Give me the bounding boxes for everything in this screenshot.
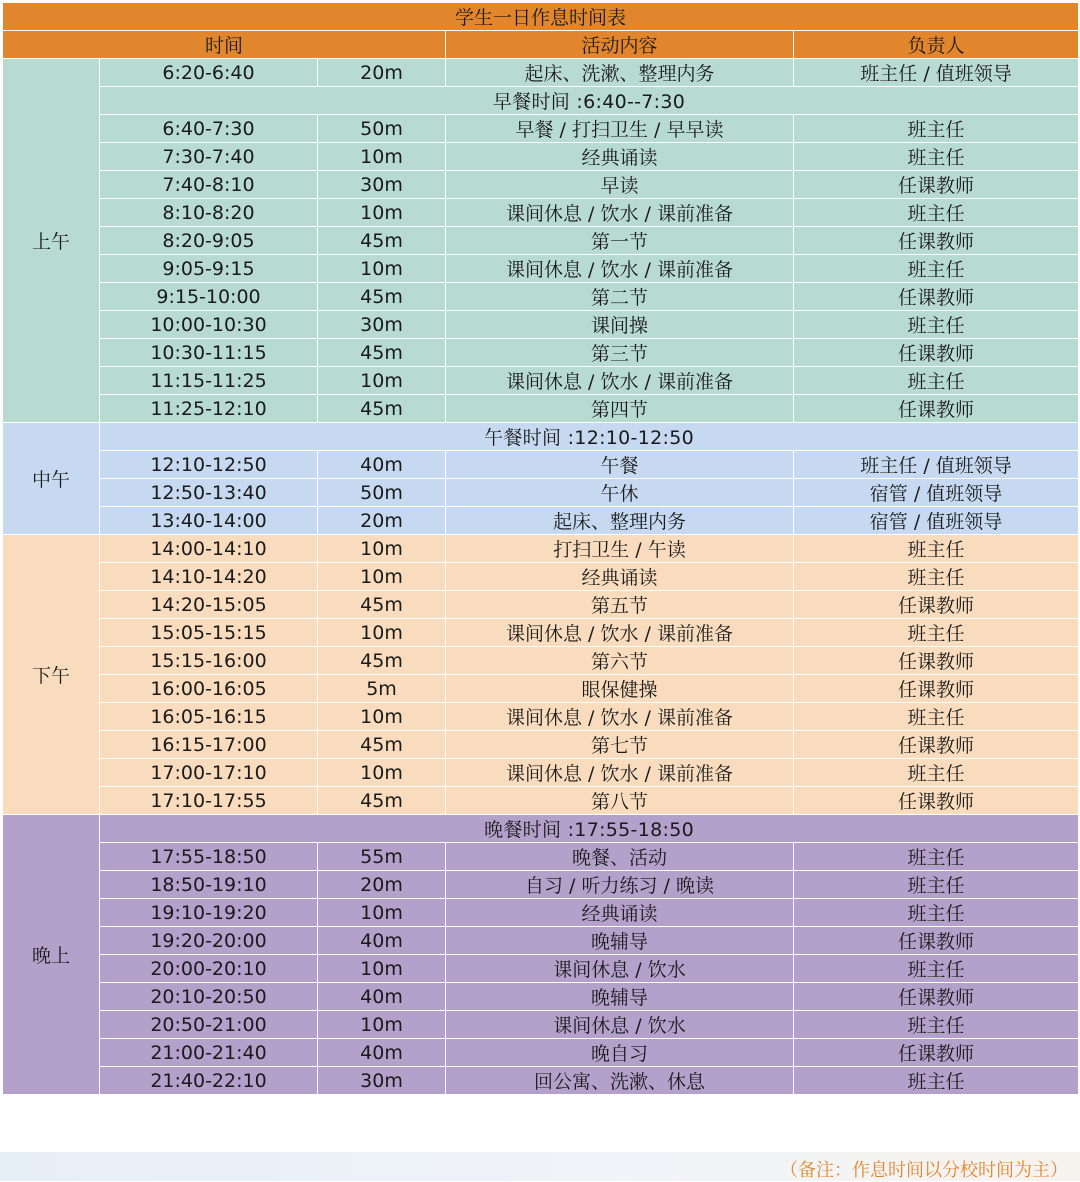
activity-cell: 早餐 / 打扫卫生 / 早早读 xyxy=(446,115,794,143)
schedule-row xyxy=(3,1067,1079,1095)
person-cell: 班主任 xyxy=(794,115,1079,143)
time-cell: 17:00-17:10 xyxy=(100,759,318,787)
meal-banner: 午餐时间 :12:10-12:50 xyxy=(100,423,1079,451)
schedule-row xyxy=(3,535,1079,563)
activity-cell: 自习 / 听力练习 / 晚读 xyxy=(446,871,794,899)
person-cell: 宿管 / 值班领导 xyxy=(794,479,1079,507)
duration-cell: 40m xyxy=(318,1039,446,1067)
duration-cell: 50m xyxy=(318,115,446,143)
schedule-row xyxy=(3,199,1079,227)
time-cell: 15:15-16:00 xyxy=(100,647,318,675)
meal-banner: 晚餐时间 :17:55-18:50 xyxy=(100,815,1079,843)
activity-cell: 课间休息 / 饮水 / 课前准备 xyxy=(446,619,794,647)
schedule-row xyxy=(3,647,1079,675)
person-cell: 任课教师 xyxy=(794,339,1079,367)
duration-cell: 40m xyxy=(318,983,446,1011)
meal-banner: 早餐时间 :6:40--7:30 xyxy=(100,87,1079,115)
schedule-row xyxy=(3,731,1079,759)
time-cell: 14:00-14:10 xyxy=(100,535,318,563)
activity-cell: 经典诵读 xyxy=(446,563,794,591)
activity-cell: 第二节 xyxy=(446,283,794,311)
activity-cell: 晚辅导 xyxy=(446,983,794,1011)
duration-cell: 5m xyxy=(318,675,446,703)
activity-cell: 回公寓、洗漱、休息 xyxy=(446,1067,794,1095)
time-cell: 20:10-20:50 xyxy=(100,983,318,1011)
person-cell: 班主任 xyxy=(794,955,1079,983)
duration-cell: 10m xyxy=(318,199,446,227)
duration-cell: 45m xyxy=(318,787,446,815)
schedule-row xyxy=(3,703,1079,731)
schedule-row xyxy=(3,367,1079,395)
header-person: 负责人 xyxy=(794,31,1079,59)
duration-cell: 45m xyxy=(318,283,446,311)
schedule-row xyxy=(3,983,1079,1011)
time-cell: 19:10-19:20 xyxy=(100,899,318,927)
duration-cell: 10m xyxy=(318,367,446,395)
duration-cell: 10m xyxy=(318,759,446,787)
activity-cell: 晚餐、活动 xyxy=(446,843,794,871)
time-cell: 9:15-10:00 xyxy=(100,283,318,311)
schedule-row xyxy=(3,927,1079,955)
time-cell: 12:10-12:50 xyxy=(100,451,318,479)
time-cell: 17:10-17:55 xyxy=(100,787,318,815)
person-cell: 任课教师 xyxy=(794,1039,1079,1067)
person-cell: 班主任 xyxy=(794,143,1079,171)
person-cell: 任课教师 xyxy=(794,787,1079,815)
duration-cell: 10m xyxy=(318,703,446,731)
duration-cell: 55m xyxy=(318,843,446,871)
person-cell: 任课教师 xyxy=(794,283,1079,311)
activity-cell: 课间休息 / 饮水 / 课前准备 xyxy=(446,255,794,283)
person-cell: 班主任 xyxy=(794,199,1079,227)
schedule-row xyxy=(3,759,1079,787)
duration-cell: 40m xyxy=(318,451,446,479)
activity-cell: 第六节 xyxy=(446,647,794,675)
header-activity: 活动内容 xyxy=(446,31,794,59)
person-cell: 任课教师 xyxy=(794,927,1079,955)
time-cell: 10:00-10:30 xyxy=(100,311,318,339)
meal-banner-row xyxy=(3,423,1079,451)
activity-cell: 第一节 xyxy=(446,227,794,255)
time-cell: 11:25-12:10 xyxy=(100,395,318,423)
person-cell: 班主任 xyxy=(794,1067,1079,1095)
schedule-row xyxy=(3,563,1079,591)
schedule-row xyxy=(3,143,1079,171)
table-title: 学生一日作息时间表 xyxy=(3,3,1079,31)
duration-cell: 45m xyxy=(318,227,446,255)
meal-banner-row xyxy=(3,87,1079,115)
period-label-morning: 上午 xyxy=(3,59,100,423)
schedule-row xyxy=(3,115,1079,143)
time-cell: 16:15-17:00 xyxy=(100,731,318,759)
person-cell: 班主任 xyxy=(794,899,1079,927)
person-cell: 班主任 xyxy=(794,871,1079,899)
schedule-row xyxy=(3,871,1079,899)
schedule-row xyxy=(3,311,1079,339)
activity-cell: 打扫卫生 / 午读 xyxy=(446,535,794,563)
time-cell: 15:05-15:15 xyxy=(100,619,318,647)
activity-cell: 晚辅导 xyxy=(446,927,794,955)
time-cell: 7:30-7:40 xyxy=(100,143,318,171)
time-cell: 18:50-19:10 xyxy=(100,871,318,899)
activity-cell: 午休 xyxy=(446,479,794,507)
person-cell: 任课教师 xyxy=(794,983,1079,1011)
activity-cell: 第四节 xyxy=(446,395,794,423)
time-cell: 20:50-21:00 xyxy=(100,1011,318,1039)
person-cell: 班主任 xyxy=(794,703,1079,731)
header-row xyxy=(3,31,1079,59)
duration-cell: 45m xyxy=(318,647,446,675)
time-cell: 9:05-9:15 xyxy=(100,255,318,283)
schedule-row xyxy=(3,59,1079,87)
time-cell: 16:05-16:15 xyxy=(100,703,318,731)
schedule-row xyxy=(3,955,1079,983)
activity-cell: 第八节 xyxy=(446,787,794,815)
schedule-row xyxy=(3,899,1079,927)
person-cell: 班主任 xyxy=(794,563,1079,591)
activity-cell: 课间操 xyxy=(446,311,794,339)
duration-cell: 30m xyxy=(318,311,446,339)
time-cell: 12:50-13:40 xyxy=(100,479,318,507)
duration-cell: 10m xyxy=(318,563,446,591)
time-cell: 14:20-15:05 xyxy=(100,591,318,619)
schedule-row xyxy=(3,619,1079,647)
person-cell: 任课教师 xyxy=(794,227,1079,255)
activity-cell: 眼保健操 xyxy=(446,675,794,703)
person-cell: 班主任 xyxy=(794,759,1079,787)
time-cell: 6:20-6:40 xyxy=(100,59,318,87)
schedule-row xyxy=(3,339,1079,367)
meal-banner-row xyxy=(3,815,1079,843)
time-cell: 13:40-14:00 xyxy=(100,507,318,535)
time-cell: 17:55-18:50 xyxy=(100,843,318,871)
time-cell: 16:00-16:05 xyxy=(100,675,318,703)
activity-cell: 早读 xyxy=(446,171,794,199)
person-cell: 任课教师 xyxy=(794,171,1079,199)
person-cell: 任课教师 xyxy=(794,591,1079,619)
person-cell: 班主任 xyxy=(794,367,1079,395)
person-cell: 班主任 xyxy=(794,311,1079,339)
duration-cell: 10m xyxy=(318,143,446,171)
time-cell: 10:30-11:15 xyxy=(100,339,318,367)
header-time: 时间 xyxy=(3,31,446,59)
duration-cell: 45m xyxy=(318,591,446,619)
footer-bar xyxy=(0,1152,1080,1181)
person-cell: 任课教师 xyxy=(794,647,1079,675)
schedule-row xyxy=(3,1011,1079,1039)
time-cell: 14:10-14:20 xyxy=(100,563,318,591)
activity-cell: 课间休息 / 饮水 / 课前准备 xyxy=(446,759,794,787)
duration-cell: 10m xyxy=(318,255,446,283)
duration-cell: 30m xyxy=(318,1067,446,1095)
schedule-row xyxy=(3,1039,1079,1067)
activity-cell: 课间休息 / 饮水 / 课前准备 xyxy=(446,199,794,227)
person-cell: 任课教师 xyxy=(794,395,1079,423)
schedule-row xyxy=(3,227,1079,255)
duration-cell: 10m xyxy=(318,899,446,927)
time-cell: 21:00-21:40 xyxy=(100,1039,318,1067)
period-label-noon: 中午 xyxy=(3,423,100,535)
period-label-afternoon: 下午 xyxy=(3,535,100,815)
activity-cell: 晚自习 xyxy=(446,1039,794,1067)
activity-cell: 第三节 xyxy=(446,339,794,367)
person-cell: 班主任 xyxy=(794,255,1079,283)
time-cell: 7:40-8:10 xyxy=(100,171,318,199)
schedule-row xyxy=(3,507,1079,535)
schedule-row xyxy=(3,787,1079,815)
activity-cell: 起床、洗漱、整理内务 xyxy=(446,59,794,87)
person-cell: 班主任 / 值班领导 xyxy=(794,451,1079,479)
title-row xyxy=(3,3,1079,31)
time-cell: 8:10-8:20 xyxy=(100,199,318,227)
duration-cell: 45m xyxy=(318,731,446,759)
duration-cell: 10m xyxy=(318,1011,446,1039)
schedule-row xyxy=(3,479,1079,507)
schedule-row xyxy=(3,843,1079,871)
time-cell: 11:15-11:25 xyxy=(100,367,318,395)
person-cell: 班主任 xyxy=(794,535,1079,563)
activity-cell: 第五节 xyxy=(446,591,794,619)
duration-cell: 40m xyxy=(318,927,446,955)
person-cell: 任课教师 xyxy=(794,675,1079,703)
activity-cell: 午餐 xyxy=(446,451,794,479)
time-cell: 19:20-20:00 xyxy=(100,927,318,955)
time-cell: 6:40-7:30 xyxy=(100,115,318,143)
schedule-row xyxy=(3,283,1079,311)
duration-cell: 20m xyxy=(318,507,446,535)
schedule-row xyxy=(3,255,1079,283)
person-cell: 班主任 xyxy=(794,1011,1079,1039)
time-cell: 21:40-22:10 xyxy=(100,1067,318,1095)
time-cell: 20:00-20:10 xyxy=(100,955,318,983)
duration-cell: 10m xyxy=(318,955,446,983)
activity-cell: 课间休息 / 饮水 / 课前准备 xyxy=(446,367,794,395)
schedule-row xyxy=(3,451,1079,479)
schedule-row xyxy=(3,395,1079,423)
person-cell: 班主任 xyxy=(794,619,1079,647)
activity-cell: 经典诵读 xyxy=(446,143,794,171)
duration-cell: 45m xyxy=(318,395,446,423)
schedule-table xyxy=(2,2,1079,1095)
activity-cell: 经典诵读 xyxy=(446,899,794,927)
schedule-body xyxy=(3,59,1079,1095)
time-cell: 8:20-9:05 xyxy=(100,227,318,255)
duration-cell: 50m xyxy=(318,479,446,507)
activity-cell: 第七节 xyxy=(446,731,794,759)
activity-cell: 课间休息 / 饮水 / 课前准备 xyxy=(446,703,794,731)
period-label-evening: 晚上 xyxy=(3,815,100,1095)
duration-cell: 10m xyxy=(318,619,446,647)
person-cell: 班主任 / 值班领导 xyxy=(794,59,1079,87)
duration-cell: 20m xyxy=(318,59,446,87)
activity-cell: 课间休息 / 饮水 xyxy=(446,955,794,983)
person-cell: 宿管 / 值班领导 xyxy=(794,507,1079,535)
schedule-row xyxy=(3,591,1079,619)
duration-cell: 45m xyxy=(318,339,446,367)
person-cell: 任课教师 xyxy=(794,731,1079,759)
activity-cell: 起床、整理内务 xyxy=(446,507,794,535)
person-cell: 班主任 xyxy=(794,843,1079,871)
activity-cell: 课间休息 / 饮水 xyxy=(446,1011,794,1039)
schedule-row xyxy=(3,171,1079,199)
footer-note: （备注：作息时间以分校时间为主） xyxy=(780,1160,1068,1181)
schedule-row xyxy=(3,675,1079,703)
duration-cell: 10m xyxy=(318,535,446,563)
duration-cell: 30m xyxy=(318,171,446,199)
duration-cell: 20m xyxy=(318,871,446,899)
